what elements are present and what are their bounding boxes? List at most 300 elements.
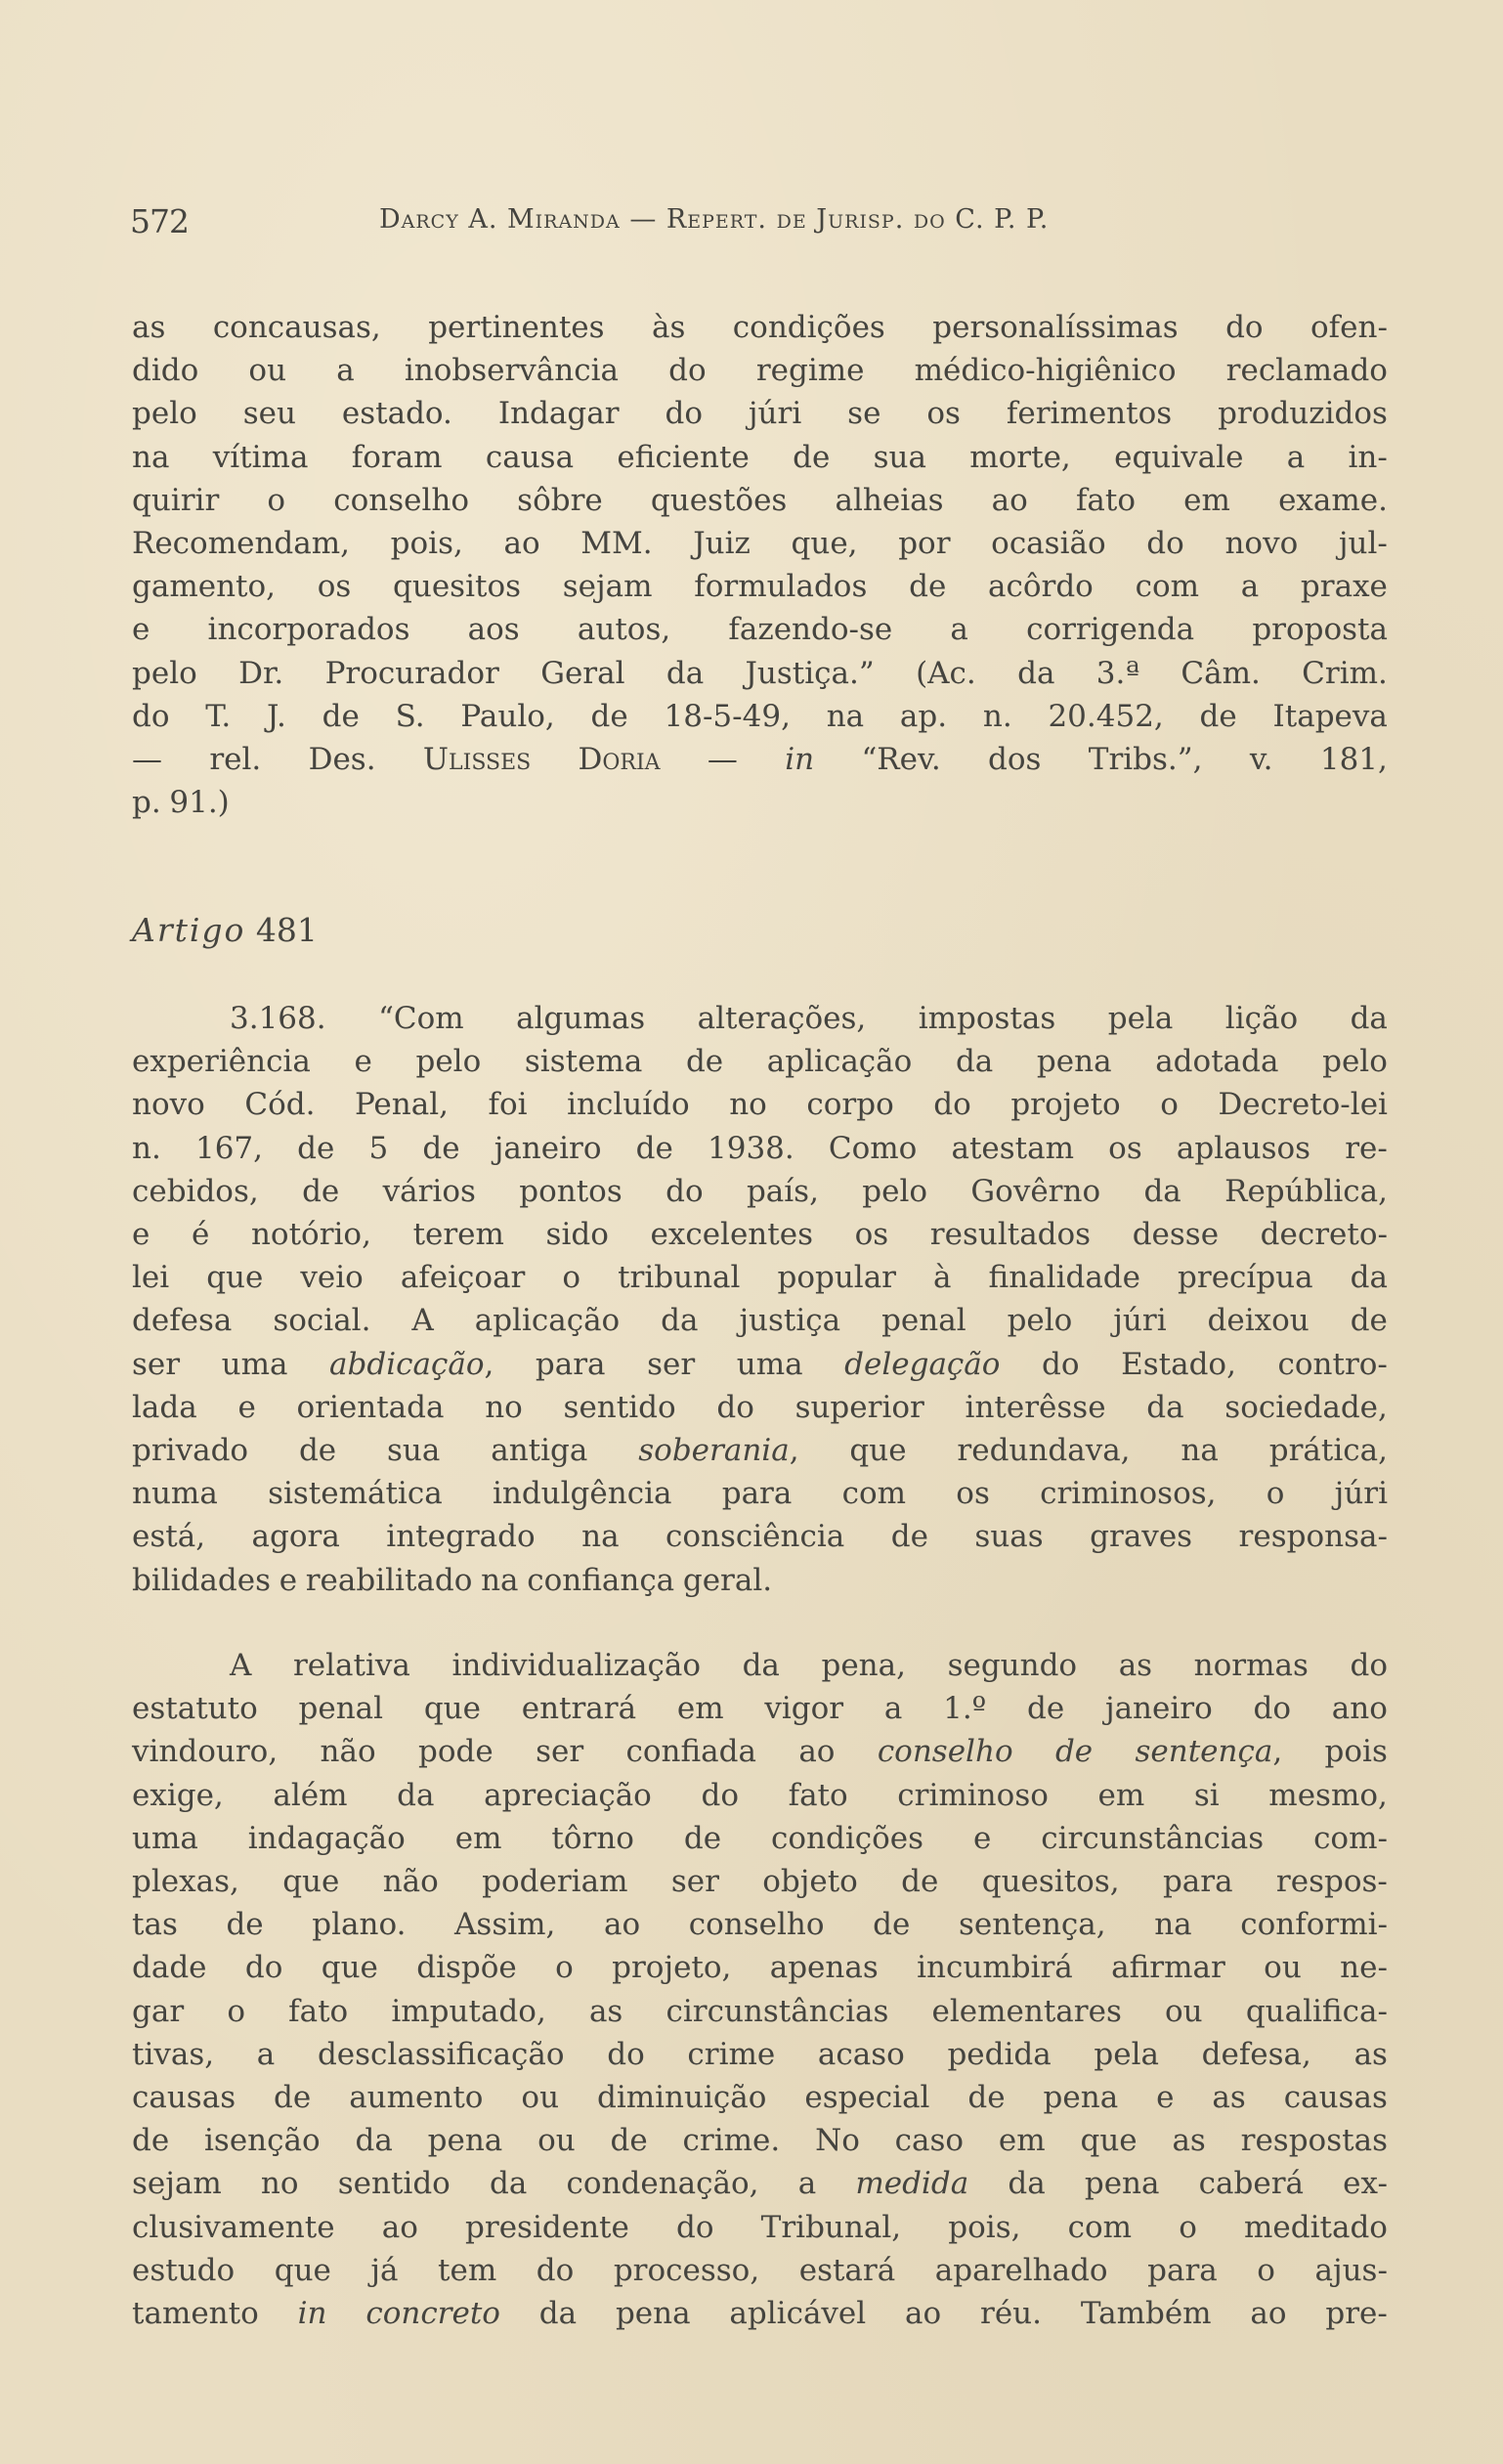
word: pena [615, 2296, 691, 2331]
word: de [873, 1907, 911, 1943]
word: graves [1090, 1519, 1193, 1555]
text-line-words [132, 2292, 1388, 2335]
word: os [1108, 1130, 1142, 1166]
word: o [1160, 1087, 1179, 1123]
word: 91.) [169, 785, 230, 821]
word: a [256, 2036, 276, 2072]
word: ajus- [1314, 2252, 1388, 2288]
word: ser [132, 1346, 181, 1382]
word: diminuição [596, 2080, 767, 2115]
text-line [132, 1127, 1388, 1170]
word: sentença, [958, 1907, 1106, 1943]
word: causas [1283, 2080, 1388, 2115]
word: tas [132, 1907, 178, 1943]
word: pelo [1007, 1303, 1073, 1339]
word: decreto- [1260, 1217, 1388, 1252]
word: tribunal [618, 1260, 741, 1296]
word: médico-higiênico [914, 353, 1177, 389]
text-line [132, 1343, 1388, 1386]
word: do [132, 698, 170, 734]
text-line-words [132, 2249, 1388, 2292]
word: de [422, 1130, 460, 1166]
word: 5 [368, 1130, 389, 1166]
word: Indagar [497, 396, 620, 432]
word: do [1253, 1691, 1292, 1727]
word: aplicação [766, 1044, 913, 1080]
text-line [132, 695, 1388, 738]
word: estudo [132, 2252, 236, 2288]
word: aumento [349, 2080, 484, 2115]
word: processo, [613, 2252, 760, 2288]
word: causas [132, 2080, 236, 2115]
word: dos [988, 742, 1042, 777]
word: No [815, 2123, 860, 2159]
word: criminoso [897, 1777, 1049, 1813]
word: 1.º [943, 1691, 987, 1727]
word: cebidos, [132, 1173, 259, 1209]
word: que, [791, 526, 858, 561]
word: as [1118, 1648, 1153, 1683]
word: quesitos, [981, 1864, 1120, 1899]
word: uma [736, 1346, 803, 1382]
word: a [950, 612, 968, 648]
word: à [933, 1260, 952, 1296]
word: aplausos [1176, 1130, 1311, 1166]
word: país, [746, 1173, 819, 1209]
word: experiência [132, 1044, 311, 1080]
word: fazendo-se [728, 612, 893, 648]
word: superior [794, 1389, 924, 1425]
word: ap. [899, 698, 948, 734]
word: eficiente [617, 439, 750, 475]
word: de [274, 2080, 312, 2115]
word: elementares [931, 1993, 1122, 2029]
text-line [132, 1429, 1388, 1472]
word: imputado, [391, 1993, 546, 2029]
text-line-words [132, 738, 1388, 781]
word: lei [132, 1260, 170, 1296]
word: de [1054, 1734, 1094, 1770]
text-line [132, 1903, 1388, 1946]
word: formulados [694, 569, 868, 605]
word: os [926, 396, 961, 432]
word: impostas [918, 1001, 1056, 1036]
word: atestam [951, 1130, 1075, 1166]
word: dade [132, 1950, 207, 1986]
text-line-words [132, 479, 1388, 522]
text-line [132, 781, 1388, 824]
word: produzidos [1218, 396, 1388, 432]
word: por [898, 526, 951, 561]
text-line-words [230, 1644, 1388, 1687]
word: em [1097, 1777, 1145, 1813]
word: pelo [132, 655, 197, 691]
word: excelentes [650, 1217, 813, 1252]
text-line-words [230, 997, 1388, 1040]
text-line [132, 349, 1388, 392]
word: incluído [567, 1087, 690, 1123]
word: em [454, 1820, 502, 1856]
text-line-words [132, 1256, 1388, 1299]
word: circunstâncias [666, 1993, 889, 2029]
text-line-words [132, 1299, 1388, 1342]
word: (Ac. [916, 655, 976, 691]
word: e [132, 1217, 150, 1252]
running-head: Darcy A. Miranda — Repert. de Jurisp. do C. P. P. [379, 204, 1050, 235]
page-number: 572 [130, 202, 189, 240]
word: na [581, 1519, 620, 1555]
word: equivale [1114, 439, 1244, 475]
text-line-words [132, 1860, 1388, 1903]
word: uma [221, 1346, 288, 1382]
word: in [297, 2296, 327, 2331]
word: quirir [132, 482, 220, 518]
word: morte, [969, 439, 1071, 475]
word: Itapeva [1272, 698, 1388, 734]
word: do [665, 396, 703, 432]
word: fato [788, 1777, 848, 1813]
word: os [854, 1217, 889, 1252]
word: com- [1313, 1820, 1388, 1856]
word: Des. [308, 742, 376, 777]
word: sejam [132, 2166, 222, 2202]
word: questões [650, 482, 788, 518]
word: de [685, 1044, 724, 1080]
word: na [1181, 1433, 1219, 1468]
word: Ulisses [422, 742, 532, 777]
word: que [849, 1433, 907, 1468]
word: os [317, 569, 352, 605]
word: do [1146, 526, 1184, 561]
word: vigor [764, 1691, 844, 1727]
word: tivas, [132, 2036, 215, 2072]
word: conselho [688, 1907, 825, 1943]
word: contro- [1277, 1346, 1388, 1382]
text-line [132, 1040, 1388, 1083]
text-line [132, 608, 1388, 651]
text-line [132, 1472, 1388, 1515]
word: de [909, 569, 947, 605]
word: de [890, 1519, 928, 1555]
word: orientada [296, 1389, 445, 1425]
word: do [666, 1173, 704, 1209]
word: confiança [527, 1562, 675, 1598]
text-line [132, 652, 1388, 695]
word: ou [1165, 1993, 1203, 2029]
word: na [826, 698, 865, 734]
word: afirmar [1111, 1950, 1225, 1986]
word: do [716, 1389, 754, 1425]
word: T. [205, 698, 232, 734]
word: júri [748, 396, 802, 432]
word: tôrno [551, 1820, 634, 1856]
word: meditado [1244, 2209, 1388, 2245]
word: acaso [817, 2036, 905, 2072]
word: pertinentes [428, 310, 605, 345]
word: ofen- [1310, 310, 1388, 345]
word: alheias [835, 482, 944, 518]
word: agora [251, 1519, 340, 1555]
word: sistemática [268, 1476, 443, 1512]
word: do [676, 2209, 714, 2245]
word: ao [905, 2296, 942, 2331]
word: in- [1348, 439, 1388, 475]
word: alterações, [697, 1001, 867, 1036]
word: da [955, 1044, 994, 1080]
text-line-words [132, 1343, 1388, 1386]
word: já [370, 2252, 399, 2288]
word: projeto [1010, 1087, 1121, 1123]
word: pre- [1325, 2296, 1388, 2331]
word: para [1147, 2252, 1218, 2288]
word: apenas [769, 1950, 879, 1986]
word: na [481, 1562, 519, 1598]
word: ou [1264, 1950, 1302, 1986]
word: clusivamente [132, 2209, 335, 2245]
word: causa [485, 439, 575, 475]
word: de [297, 1130, 335, 1166]
word: em [998, 2123, 1046, 2159]
word: o [555, 1950, 574, 1986]
text-line [132, 1990, 1388, 2033]
word: in [785, 742, 815, 777]
text-line-words [132, 349, 1388, 392]
word: da [490, 2166, 528, 2202]
word: A [230, 1648, 252, 1683]
word: Govêrno [970, 1173, 1101, 1209]
word: conselho [333, 482, 470, 518]
word: segundo [947, 1648, 1078, 1683]
word: medida [855, 2166, 969, 2202]
text-line-words [132, 2162, 1388, 2205]
word: jul- [1338, 526, 1388, 561]
word: a [1286, 439, 1306, 475]
word: defesa [132, 1303, 233, 1339]
word: popular [777, 1260, 897, 1296]
word: objeto [762, 1864, 858, 1899]
word: tamento [132, 2296, 259, 2331]
word: poderiam [482, 1864, 628, 1899]
word: notório, [250, 1217, 371, 1252]
word: pois [1324, 1734, 1388, 1770]
word: da [666, 655, 705, 691]
text-line [132, 1774, 1388, 1817]
word: Como [828, 1130, 918, 1166]
word: a [336, 353, 355, 389]
word: as [1353, 2036, 1388, 2072]
word: para [1162, 1864, 1233, 1899]
text-line-words [132, 522, 1388, 565]
text-line-words [132, 1170, 1388, 1213]
word: não [320, 1734, 376, 1770]
text-line [132, 1687, 1388, 1730]
text-line [132, 1559, 1388, 1602]
text-line [132, 1256, 1388, 1299]
word: Geral [540, 655, 625, 691]
text-line [132, 1817, 1388, 1860]
word: não [382, 1864, 439, 1899]
word: no [729, 1087, 767, 1123]
word: condições [732, 310, 885, 345]
word: que [274, 2252, 331, 2288]
word: com [1067, 2209, 1133, 2245]
word: vários [382, 1173, 476, 1209]
word: acôrdo [988, 569, 1094, 605]
word: ao [1250, 2296, 1287, 2331]
word: que [321, 1950, 378, 1986]
text-line-words [132, 1127, 1388, 1170]
word: a [797, 2166, 817, 2202]
word: ao [991, 482, 1028, 518]
word: pena [1043, 2080, 1119, 2115]
text-line-words [132, 1946, 1388, 1989]
text-line [132, 1386, 1388, 1429]
word: e [237, 1389, 256, 1425]
word: defesa, [1201, 2036, 1311, 2072]
word: as [132, 310, 166, 345]
word: no [485, 1389, 523, 1425]
text-line [132, 1860, 1388, 1903]
word: reabilitado [305, 1562, 473, 1598]
word: Tribunal, [760, 2209, 902, 2245]
word: condenação, [566, 2166, 759, 2202]
word: ocasião [991, 526, 1106, 561]
word: seu [242, 396, 296, 432]
word: lição [1224, 1001, 1299, 1036]
text-line [132, 1946, 1388, 1989]
word: janeiro [1104, 1691, 1213, 1727]
word: sentido [563, 1389, 676, 1425]
word: o [1266, 1476, 1285, 1512]
word: interêsse [965, 1389, 1106, 1425]
word: aos [467, 612, 520, 648]
word: a [1240, 569, 1260, 605]
text-line-words [132, 436, 1388, 479]
text-line-words [132, 1515, 1388, 1558]
page-header [130, 202, 1391, 251]
word: que [206, 1260, 264, 1296]
word: as [1212, 2080, 1246, 2115]
word: e [279, 1562, 298, 1598]
word: de [590, 698, 628, 734]
word: adotada [1155, 1044, 1279, 1080]
word: ne- [1340, 1950, 1388, 1986]
word: do [244, 1950, 283, 1986]
text-line-words [132, 1730, 1388, 1773]
word: desclassificação [317, 2036, 565, 2072]
word: dispõe [416, 1950, 517, 1986]
word: social. [273, 1303, 371, 1339]
text-line-words [132, 1559, 1388, 1602]
word: presidente [465, 2209, 629, 2245]
word: proposta [1252, 612, 1388, 648]
word: ou [248, 353, 287, 389]
word: sentença, [1135, 1734, 1283, 1770]
word: júri [1113, 1303, 1167, 1339]
word: de [901, 1864, 939, 1899]
word: além [273, 1777, 348, 1813]
word: sentido [337, 2166, 451, 2202]
word: plano. [312, 1907, 407, 1943]
word: da [1350, 1001, 1388, 1036]
word: foi [488, 1087, 528, 1123]
text-line-words [132, 781, 1388, 824]
word: Assim, [454, 1907, 556, 1943]
word: pela [1094, 2036, 1159, 2072]
text-line [132, 1299, 1388, 1342]
word: prática, [1268, 1433, 1388, 1468]
word: integrado [386, 1519, 536, 1555]
word: geral. [682, 1562, 773, 1598]
word: de [635, 1130, 673, 1166]
word: sua [873, 439, 926, 475]
word: ou [521, 2080, 560, 2115]
word: do [1042, 1346, 1080, 1382]
word: relativa [292, 1648, 410, 1683]
word: especial [804, 2080, 930, 2115]
text-line-words [132, 1774, 1388, 1817]
word: vindouro, [132, 1734, 279, 1770]
word: da [1017, 655, 1055, 691]
text-line-words [132, 652, 1388, 695]
word: suas [974, 1519, 1044, 1555]
word: é [191, 1217, 210, 1252]
text-line [132, 1170, 1388, 1213]
word: qualifica- [1245, 1993, 1388, 2029]
word: Recomendam, [132, 526, 350, 561]
word: se [847, 396, 881, 432]
word: sido [545, 1217, 609, 1252]
word: confiada [625, 1734, 756, 1770]
word: sistema [524, 1044, 643, 1080]
word: do [536, 2252, 575, 2288]
word: e [354, 1044, 372, 1080]
word: antiga [491, 1433, 588, 1468]
word: com [1135, 569, 1199, 605]
word: 1938. [708, 1130, 794, 1166]
word: delegação [844, 1346, 1001, 1382]
word: da [1146, 1389, 1184, 1425]
word: estado. [341, 396, 452, 432]
word: si [1193, 1777, 1220, 1813]
word: reclamado [1225, 353, 1388, 389]
word: dido [132, 353, 199, 389]
word: caso [894, 2123, 965, 2159]
word: respos- [1275, 1864, 1388, 1899]
text-line [132, 565, 1388, 608]
word: ao [381, 2209, 418, 2245]
word: ex- [1343, 2166, 1388, 2202]
word: o [1179, 2209, 1197, 2245]
text-line [132, 436, 1388, 479]
word: sociedade, [1224, 1389, 1388, 1425]
text-line [132, 1515, 1388, 1558]
word: Tribs.”, [1088, 742, 1203, 777]
word: gamento, [132, 569, 277, 605]
word: e [972, 1820, 992, 1856]
section-heading-label: Artigo [132, 911, 246, 949]
word: Estado, [1121, 1346, 1236, 1382]
word: gar [132, 1993, 185, 2029]
word: de [302, 1173, 340, 1209]
word: isenção [204, 2123, 321, 2159]
word: fato [288, 1993, 349, 2029]
word: em [676, 1691, 724, 1727]
word: Crim. [1302, 655, 1388, 691]
text-line-words [132, 565, 1388, 608]
word: de [967, 2080, 1006, 2115]
word: Justiça.” [745, 655, 875, 691]
